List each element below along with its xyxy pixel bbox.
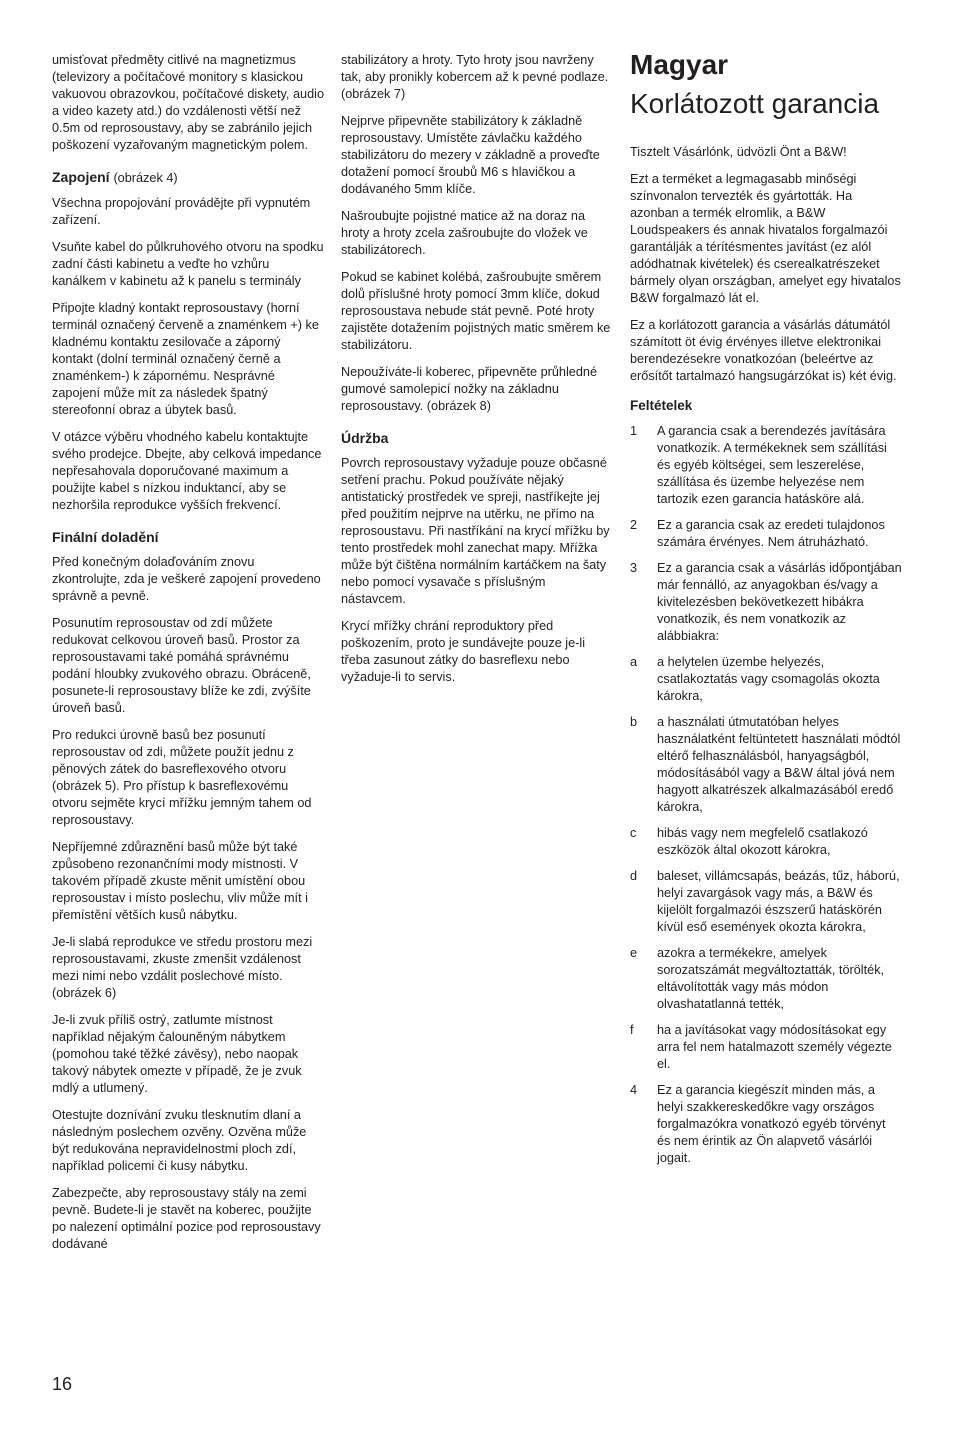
section-title: Korlátozott garancia — [630, 88, 880, 119]
list-item — [630, 517, 902, 551]
language-heading: Magyar — [630, 49, 729, 80]
list-text: a használati útmutatóban helyes használatként feltüntetett használati módtól eltérő felhasználásból, hanyagságból, módosításából vagy a B&W által jóvá nem hagyott alkatrészek alkalmazásából eredő károkra, — [657, 715, 901, 814]
list-marker: f — [630, 1023, 634, 1037]
list-item — [630, 945, 902, 1013]
list-text: hibás vagy nem megfelelő csatlakozó eszközök által okozott károkra, — [657, 826, 868, 857]
paragraph: Krycí mřížky chrání reproduktory před poškozením, proto je sundávejte pouze je-li třeba zasunout zátky do basreflexu nebo vyžaduje-li to servis. — [341, 619, 586, 684]
section-heading-udrzba: Údržba — [341, 430, 389, 446]
conditions-list — [630, 423, 902, 1167]
heading-text: Zapojení — [52, 169, 110, 185]
column-left — [52, 52, 324, 1263]
list-text: A garancia csak a berendezés javítására vonatkozik. A termékeknek sem szállítási és egyéb költségei, sem leszerelése, szállítása és üzembe helyezése nem tartozik ezen garancia hatásköre alá. — [657, 424, 887, 506]
paragraph: Ez a korlátozott garancia a vásárlás dátumától számított öt évig érvényes illetve elektronikai berendezésekre vonatkozóan (beleértve az erősítőt tartalmazó hangsugárzókat is) két évig. — [630, 318, 897, 383]
paragraph: Nejprve připevněte stabilizátory k základně reprosoustavy. Umístěte závlačku každého stabilizátoru do mezery v základně a proveďte dotažení pomocí šroubů M6 s hlavičkou a dodávaného 5mm klíče. — [341, 114, 600, 196]
list-item — [630, 714, 902, 816]
list-item — [630, 1022, 902, 1073]
paragraph: Tisztelt Vásárlónk, üdvözli Önt a B&W! — [630, 145, 847, 159]
paragraph: stabilizátory a hroty. Tyto hroty jsou navrženy tak, aby pronikly kobercem až k pevné podlaze. (obrázek 7) — [341, 53, 609, 101]
paragraph: Našroubujte pojistné matice až na doraz na hroty a hroty zcela zašroubujte do vložek ve stabilizátorech. — [341, 209, 588, 257]
list-marker: b — [630, 715, 638, 729]
list-marker: a — [630, 655, 638, 669]
list-text: Ez a garancia kiegészít minden más, a helyi szakkereskedőkre vagy országos forgalmazókra vonatkozó egyéb törvényt és nem érintik az Ön alapvető vásárlói jogait. — [657, 1083, 886, 1165]
paragraph: Je-li slabá reprodukce ve středu prostoru mezi reprosoustavami, zkuste zmenšit vzdálenost mezi nimi nebo vzdálit poslechové místo. (obrázek 6) — [52, 935, 313, 1000]
list-text: Ez a garancia csak az eredeti tulajdonos számára érvényes. Nem átruházható. — [657, 518, 885, 549]
list-text: baleset, villámcsapás, beázás, tűz, háború, helyi zavargások vagy más, a B&W és kijelölt forgalmazói észszerű hatáskörén kívül eső események okozta károkra, — [657, 869, 900, 934]
paragraph: Otestujte doznívání zvuku tlesknutím dlaní a následným poslechem ozvěny. Ozvěna může být redukována nepravidelnostmi ploch zdí, například policemi či kusy nábytku. — [52, 1108, 307, 1173]
paragraph: Posunutím reprosoustav od zdí můžete redukovat celkovou úroveň basů. Prostor za reprosoustavami také pomáhá správnému podání hloubky zvukového obrazu. Obráceně, posunete-li reprosoustavy blíže ke zdi, zvýšíte úroveň basů. — [52, 616, 311, 715]
section-heading-zapojeni — [52, 168, 324, 187]
list-marker: d — [630, 869, 638, 883]
list-marker: 4 — [630, 1083, 638, 1097]
column-right — [630, 48, 902, 1176]
list-item — [630, 1082, 902, 1167]
paragraph: Povrch reprosoustavy vyžaduje pouze občasné setření prachu. Pokud používáte nějaký antistatický prostředek ve spreji, nastříkejte jej před použitím nejprve na utěrku, ne přímo na reprosoustavu. Při nastříkání na krycí mřížku by tento prostředek mohl zanechat mapy. Mřížka může být čištěna normálním kartáčkem na šaty nebo pomocí vysavače s příslušným nástavcem. — [341, 456, 610, 606]
paragraph: Zabezpečte, aby reprosoustavy stály na zemi pevně. Budete-li je stavět na koberec, použijte po nalezení optimální pozice pod reprosoustavy dodávané — [52, 1186, 321, 1251]
paragraph: Všechna propojování provádějte při vypnutém zařízení. — [52, 196, 311, 227]
list-text: ha a javításokat vagy módosításokat egy arra fel nem hatalmazott személy végezte el. — [657, 1023, 892, 1071]
paragraph: Nepříjemné zdůraznění basů může být také způsobeno rezonančními mody místnosti. V takovém případě zkuste měnit umístění obou reprosoustav i místo poslechu, vliv může mít i přemístění větších kusů nábytku. — [52, 840, 308, 922]
list-text: a helytelen üzembe helyezés, csatlakoztatás vagy csomagolás okozta károkra, — [657, 655, 880, 703]
list-item — [630, 868, 902, 936]
list-marker: 1 — [630, 424, 638, 438]
list-item — [630, 654, 902, 705]
paragraph: Pro redukci úrovně basů bez posunutí reprosoustav od zdi, můžete použít jednu z pěnových zátek do basreflexového otvoru (obrázek 5). Pro přístup k basreflexovému otvoru sejměte krycí mřížku jemným tahem od reprosoustavy. — [52, 728, 312, 827]
list-marker: 2 — [630, 518, 638, 532]
column-middle — [341, 52, 613, 696]
list-text: azokra a termékekre, amelyek sorozatszámát megváltoztatták, törölték, eltávolították vagy más módon olvashatatlanná tették, — [657, 946, 885, 1011]
list-marker: c — [630, 826, 637, 840]
paragraph: V otázce výběru vhodného kabelu kontaktujte svého prodejce. Dbejte, aby celková impedance nepřesahovala doporučované maximum a použijte kabel s nízkou induktancí, aby se nezhoršila reprodukce vyšších frekvencí. — [52, 430, 322, 512]
paragraph: Vsuňte kabel do půlkruhového otvoru na spodku zadní části kabinetu a veďte ho vzhůru kanálkem v kabinetu až k panelu s terminály — [52, 240, 324, 288]
paragraph: Nepoužíváte-li koberec, připevněte průhledné gumové samolepicí nožky na základnu reprosoustavy. (obrázek 8) — [341, 365, 598, 413]
subsection-heading-felteteleknek: Feltételek — [630, 398, 693, 413]
list-text: Ez a garancia csak a vásárlás időpontjában már fennálló, az anyagokban és/vagy a kivitelezésben bekövetkezett hibákra vonatkozik, és nem vonatkozik az alábbiakra: — [657, 561, 902, 643]
list-marker: 3 — [630, 561, 638, 575]
figure-reference: (obrázek 4) — [113, 171, 178, 185]
list-item — [630, 423, 902, 508]
paragraph: Pokud se kabinet kolébá, zašroubujte směrem dolů příslušné hroty pomocí 3mm klíče, dokud reprosoustava nebude stát pevně. Poté hroty zajistěte dotažením pojistných matic směrem ke stabilizátoru. — [341, 270, 611, 352]
paragraph: Připojte kladný kontakt reprosoustavy (horní terminál označený červeně a znaménkem +) ke kladnému kontaktu zesilovače a záporný kontakt (dolní terminál označený černě a znaménkem-) k zápornému. Nesprávné zapojení může mít za následek špatný stereofonní obraz a úbytek basů. — [52, 301, 319, 417]
paragraph: Je-li zvuk příliš ostrý, zatlumte místnost například nějakým čalouněným nábytkem (pomohou také těžké závěsy), nebo naopak takový nábytek omezte v případě, že je zvuk mdlý a utlumený. — [52, 1013, 302, 1095]
paragraph: Před konečným dolaďováním znovu zkontrolujte, zda je veškeré zapojení provedeno správně a pevně. — [52, 555, 321, 603]
page-number: 16 — [52, 1374, 73, 1394]
list-item — [630, 560, 902, 645]
paragraph: Ezt a terméket a legmagasabb minőségi színvonalon tervezték és gyártották. Ha azonban a termék elromlik, a B&W Loudspeakers és annak hivatalos forgalmazói garantálják a térítésmentes javítást (ez alól adódhatnak kivételek) és cserealkatrészeket bármely olyan országban, amelyet egy hivatalos B&W forgalmazó lát el. — [630, 172, 901, 305]
section-heading-finalni-doladeni: Finální doladění — [52, 529, 159, 545]
list-marker: e — [630, 946, 638, 960]
list-item — [630, 825, 902, 859]
paragraph: umisťovat předměty citlivé na magnetizmus (televizory a počítačové monitory s klasickou vakuovou obrazovkou, počítačové diskety, audio a video kazety atd.) do vzdálenosti větší než 0.5m od reprosoustavy, aby se zabránilo jejich poškození vyzařovaným magnetickým polem. — [52, 53, 325, 152]
